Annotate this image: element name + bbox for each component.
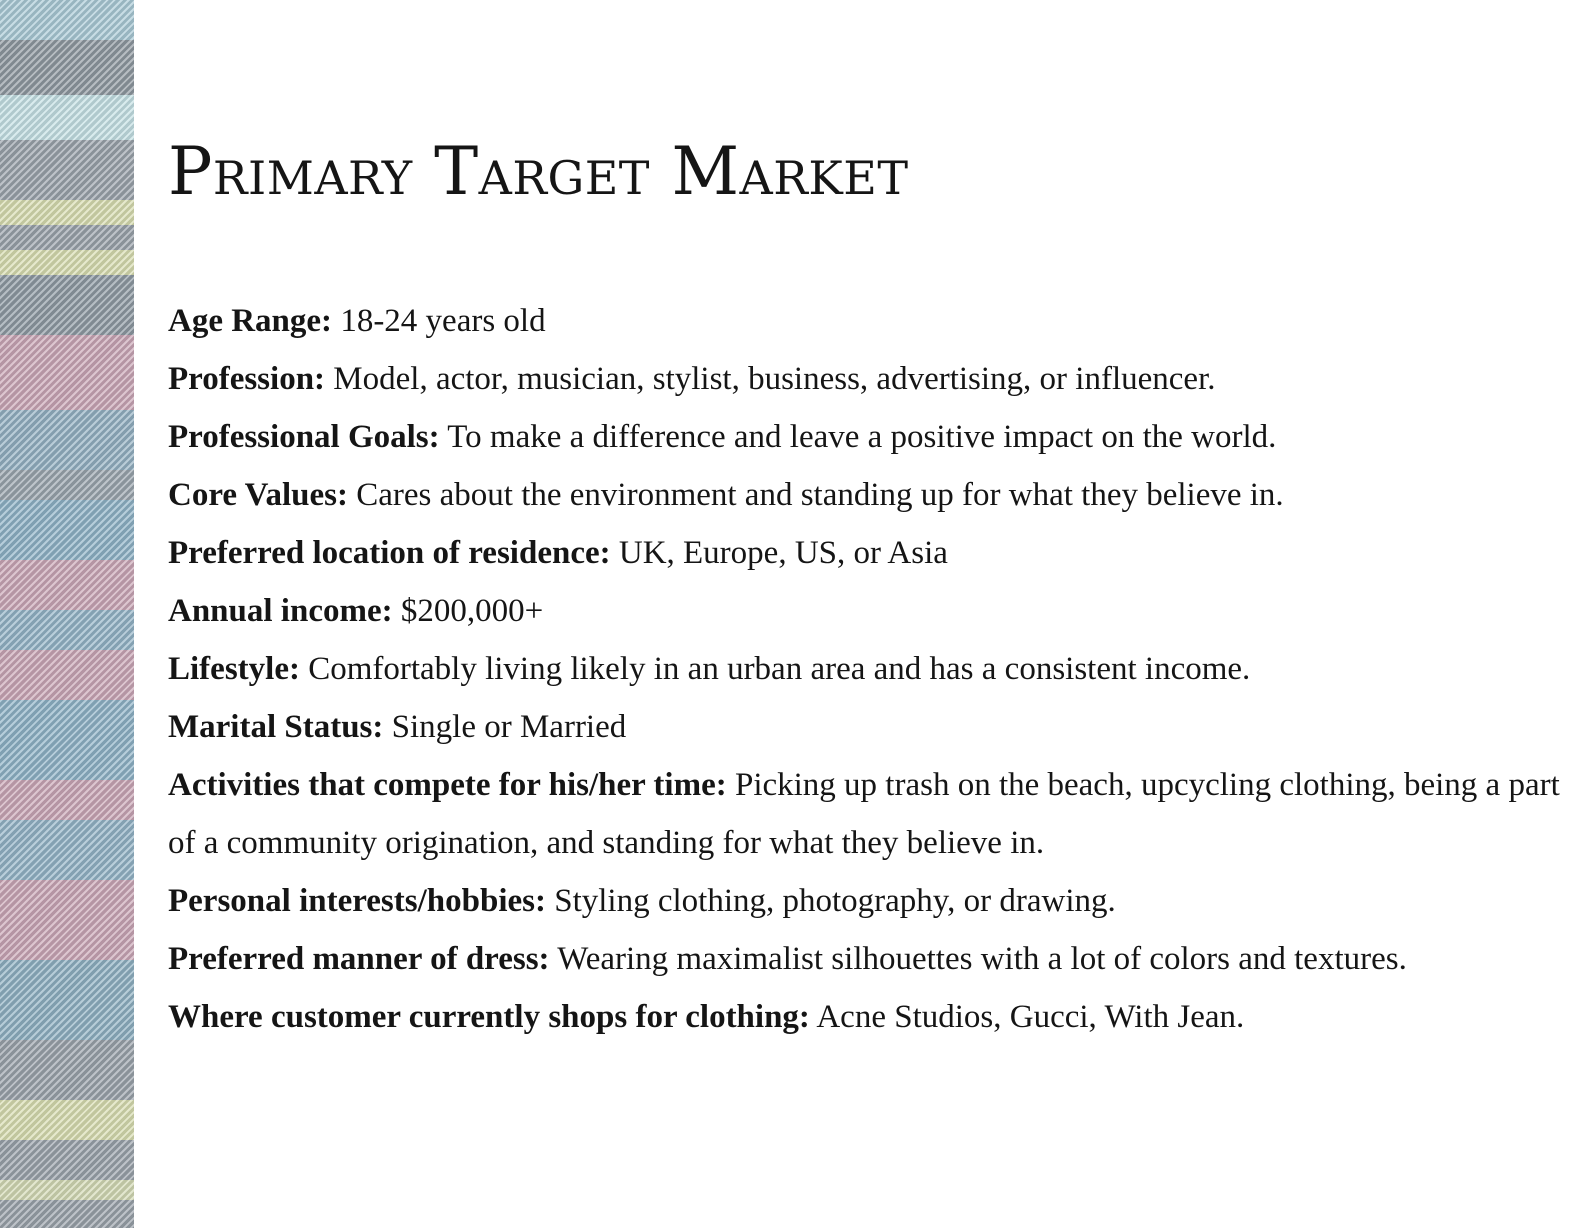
field-label: Professional Goals: <box>168 419 440 455</box>
field-label: Activities that compete for his/her time: <box>168 767 727 803</box>
field-label: Profession: <box>168 361 326 397</box>
field-personal-interests <box>168 872 1568 930</box>
field-profession <box>168 350 1568 408</box>
field-current-shops <box>168 988 1568 1046</box>
field-label: Preferred location of residence: <box>168 535 611 571</box>
field-manner-of-dress <box>168 930 1568 988</box>
field-preferred-location <box>168 524 1568 582</box>
field-label: Age Range: <box>168 303 333 339</box>
field-label: Lifestyle: <box>168 651 300 687</box>
field-value: Cares about the environment and standing up for what they believe in. <box>348 477 1284 513</box>
field-value: Single or Married <box>383 709 627 745</box>
field-value: Wearing maximalist silhouettes with a lot of colors and textures. <box>549 941 1407 977</box>
target-market-details <box>168 292 1568 1046</box>
field-value: Acne Studios, Gucci, With Jean. <box>809 999 1245 1035</box>
field-label: Personal interests/hobbies: <box>168 883 546 919</box>
field-professional-goals <box>168 408 1568 466</box>
field-value: Picking up trash on the beach, upcycling clothing, being a part of a community origination, and standing for what they believe in. <box>168 767 1560 861</box>
field-lifestyle <box>168 640 1568 698</box>
field-annual-income <box>168 582 1568 640</box>
field-competing-activities <box>168 756 1568 872</box>
field-label: Marital Status: <box>168 709 384 745</box>
field-label: Annual income: <box>168 593 393 629</box>
field-value: UK, Europe, US, or Asia <box>610 535 948 571</box>
page-title: Primary Target Market <box>168 133 909 210</box>
field-value: $200,000+ <box>392 593 544 629</box>
field-label: Preferred manner of dress: <box>168 941 550 977</box>
field-label: Where customer currently shops for clothing: <box>168 999 810 1035</box>
field-value: To make a difference and leave a positive impact on the world. <box>439 419 1277 455</box>
field-label: Core Values: <box>168 477 348 513</box>
field-value: Styling clothing, photography, or drawing. <box>545 883 1116 919</box>
field-age-range <box>168 292 1568 350</box>
field-core-values <box>168 466 1568 524</box>
field-value: Model, actor, musician, stylist, business, advertising, or influencer. <box>325 361 1216 397</box>
field-marital-status <box>168 698 1568 756</box>
fabric-texture-strip <box>0 0 134 1228</box>
field-value: Comfortably living likely in an urban area and has a consistent income. <box>299 651 1251 687</box>
field-value: 18-24 years old <box>332 303 546 339</box>
